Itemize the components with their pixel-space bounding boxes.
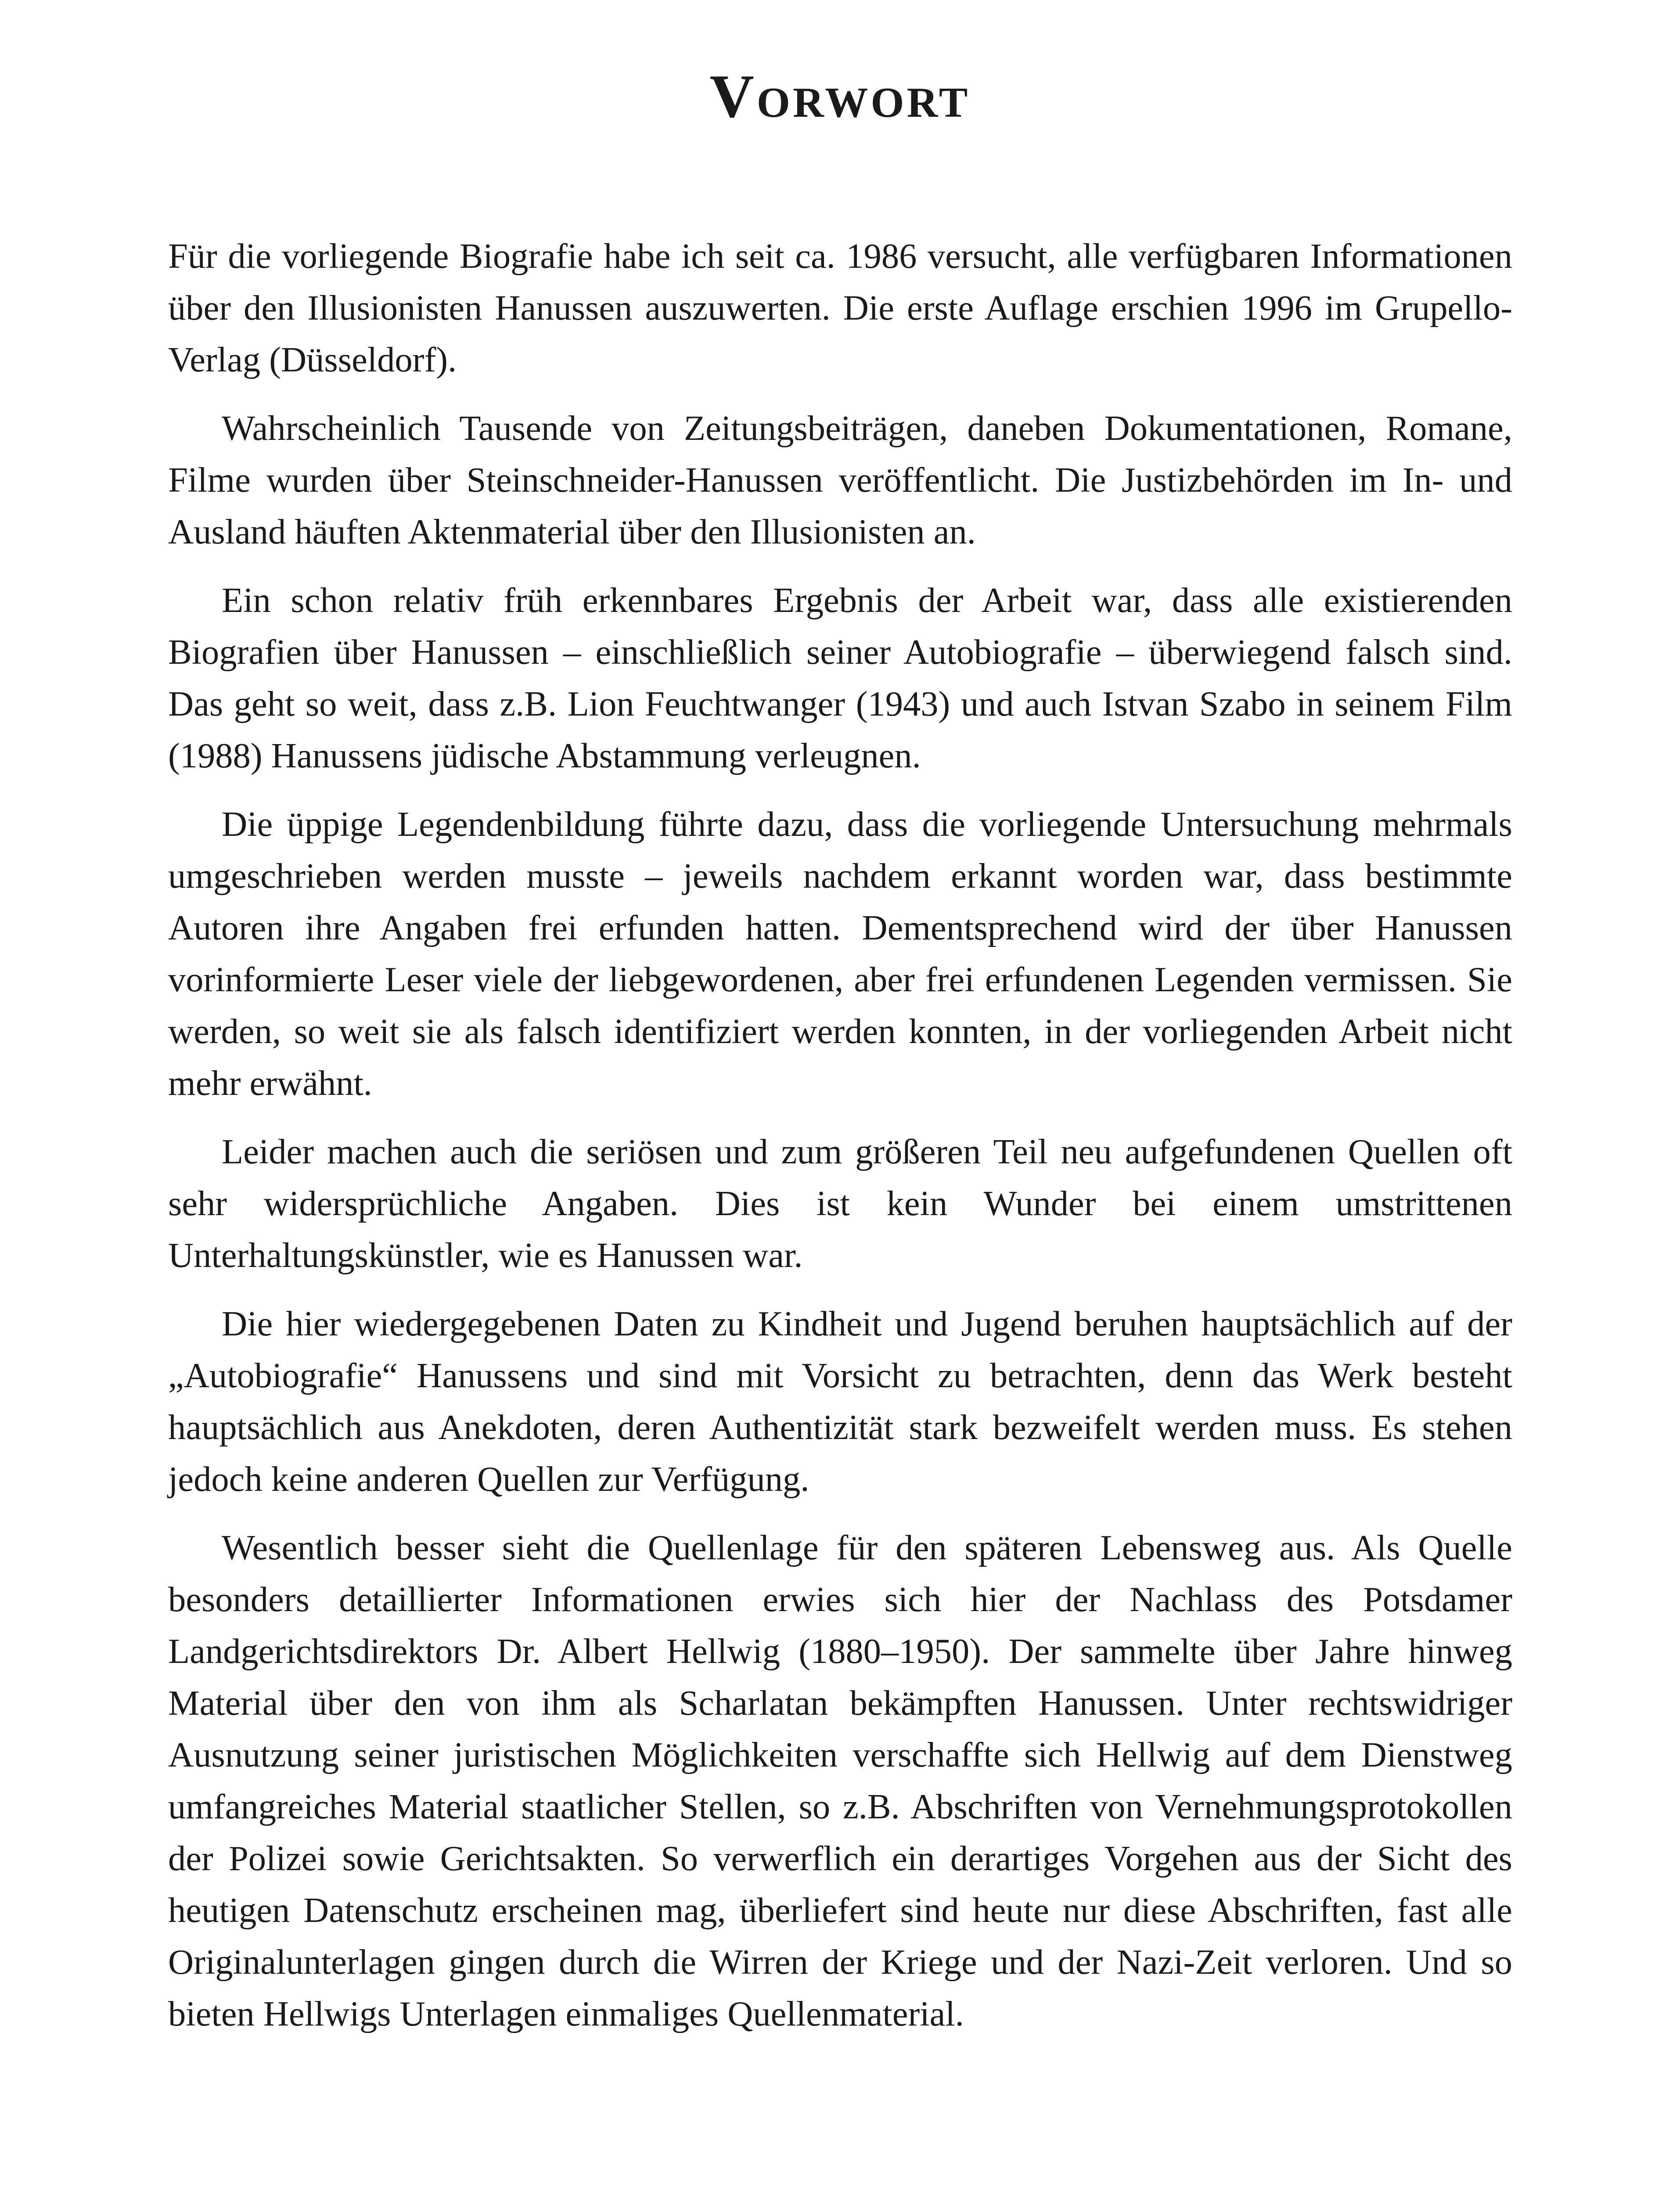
paragraph-5: Leider machen auch die seriösen und zum größeren Teil neu aufgefundenen Quellen oft sehr widersprüchliche Angaben. Dies ist kein Wunder bei einem umstrittenen Unterhaltungskünstler, wie es Hanussen war. xyxy=(168,1132,1512,1275)
body-text xyxy=(168,230,1512,2057)
paragraph-3: Ein schon relativ früh erkennbares Ergebnis der Arbeit war, dass alle existierenden Biografien über Hanussen – einschließlich seiner Autobiografie – überwiegend falsch sind. Das geht so weit, dass z.B. Lion Feuchtwanger (1943) und auch Istvan Szabo in seinem Film (1988) Hanussens jüdische Abstammung verleugnen. xyxy=(168,581,1512,775)
paragraph-7: Wesentlich besser sieht die Quellenlage für den späteren Lebensweg aus. Als Quelle besonders detaillierter Informationen erwies sich hier der Nachlass des Potsdamer Landgerichtsdirektors Dr. Albert Hellwig (1880–1950). Der sammelte über Jahre hinweg Material über den von ihm als Scharlatan bekämpften Hanussen. Unter rechtswidriger Ausnutzung seiner juristischen Möglichkeiten verschaffte sich Hellwig auf dem Dienstweg umfangreiches Material staatlicher Stellen, so z.B. Abschriften von Vernehmungsprotokollen der Polizei sowie Gerichtsakten. So verwerflich ein derartiges Vorgehen aus der Sicht des heutigen Datenschutz erscheinen mag, überliefert sind heute nur diese Abschriften, fast alle Originalunterlagen gingen durch die Wirren der Kriege und der Nazi-Zeit verloren. Und so bieten Hellwigs Unterlagen einmaliges Quellenmaterial. xyxy=(168,1528,1512,2033)
paragraph-1: Für die vorliegende Biografie habe ich seit ca. 1986 versucht, alle verfügbaren Informationen über den Illusionisten Hanussen auszuwerten. Die erste Auflage erschien 1996 im Grupello-Verlag (Düsseldorf). xyxy=(168,237,1512,379)
paragraph-2: Wahrscheinlich Tausende von Zeitungsbeiträgen, daneben Dokumentationen, Romane, Filme wurden über Steinschneider-Hanussen veröffentlicht. Die Justizbehörden im In- und Ausland häuften Aktenmaterial über den Illusionisten an. xyxy=(168,409,1512,551)
page-title: Vorwort xyxy=(709,62,971,130)
paragraph-4: Die üppige Legendenbildung führte dazu, dass die vorliegende Untersuchung mehrmals umgeschrieben werden musste – jeweils nachdem erkannt worden war, dass bestimmte Autoren ihre Angaben frei erfunden hatten. Dementsprechend wird der über Hanussen vorinformierte Leser viele der liebgewordenen, aber frei erfundenen Legenden vermissen. Sie werden, so weit sie als falsch identifiziert werden konnten, in der vorliegenden Arbeit nicht mehr erwähnt. xyxy=(168,805,1512,1103)
paragraph-6: Die hier wiedergegebenen Daten zu Kindheit und Jugend beruhen hauptsächlich auf der „Autobiografie“ Hanussens und sind mit Vorsicht zu betrachten, denn das Werk besteht hauptsächlich aus Anekdoten, deren Authentizität stark bezweifelt werden muss. Es stehen jedoch keine anderen Quellen zur Verfügung. xyxy=(168,1304,1512,1499)
